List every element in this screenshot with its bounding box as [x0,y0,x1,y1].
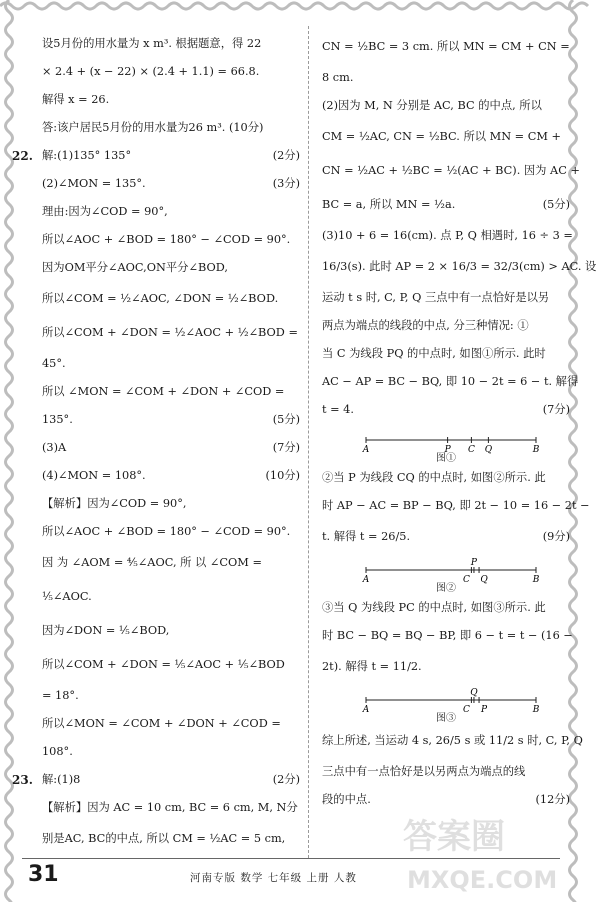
text-line [42,434,300,462]
line-text: 所以∠COM = ½∠AOC, ∠DON = ½∠BOD. [42,292,279,305]
text-line [322,30,570,64]
point-label: B [532,575,540,585]
line-text: (2)∠MON = 135°. [42,177,146,190]
line-text: 【解析】因为 AC = 10 cm, BC = 6 cm, M, N分 [42,801,298,814]
text-line [42,710,300,738]
figure-2-caption: 图② [436,583,456,594]
figure-1 [322,424,570,464]
line-text: 所以∠COM + ∠DON = ⅕∠AOC + ⅕∠BOD [42,658,285,671]
text-line [42,350,300,378]
text-line [322,340,570,368]
text-line [322,464,570,492]
score-points: (7分) [272,441,300,454]
line-text: ③当 Q 为线段 PC 的中点时, 如图③所示. 此 [322,601,546,614]
text-line [42,462,300,490]
line-text: CN = ½AC + ½BC = ½(AC + BC). 因为 AC + [322,164,580,177]
figure-3-caption: 图③ [436,713,456,724]
line-text: × 2.4 + (x − 22) × (2.4 + 1.1) = 66.8. [42,65,260,78]
column-divider [308,26,309,858]
line-text: AC − AP = BC − BQ, 即 10 − 2t = 6 − t. 解得 [322,375,579,388]
line-text: 时 BC − BQ = BQ − BP, 即 6 − t = t − (16 − [322,629,573,642]
line-text: BC = a, 所以 MN = ½a. [322,198,456,211]
line-text: 108°. [42,745,73,758]
line-text: 所以∠AOC + ∠BOD = 180° − ∠COD = 90°. [42,233,291,246]
text-line [322,594,570,622]
point-label: A [362,445,370,455]
text-line [12,766,300,794]
text-line [322,64,570,92]
text-line [42,682,300,710]
point-label: A [362,705,370,715]
text-line [322,724,583,758]
text-line [42,546,300,580]
line-text: (2)因为 M, N 分别是 AC, BC 的中点, 所以 [322,99,542,112]
text-line [42,614,300,648]
text-line [322,222,573,250]
line-text: t = 4. [322,403,354,416]
text-line [42,226,300,254]
score-points: (2分) [272,773,300,786]
text-line [42,114,300,142]
point-label: C [462,705,470,715]
line-text: 解得 x = 26. [42,93,110,106]
text-line [42,406,300,434]
line-text: = 18°. [42,689,79,702]
question-number: 23. [12,773,33,787]
line-text: CM = ½AC, CN = ½BC. 所以 MN = CM + [322,130,561,143]
left-column [12,30,300,856]
point-label: B [532,445,540,455]
svg-text:MXQE.COM: MXQE.COM [407,866,558,894]
text-line [322,396,570,424]
text-line [322,622,573,650]
text-line [322,154,580,188]
text-line [42,822,300,856]
line-text: 别是AC, BC的中点, 所以 CM = ½AC = 5 cm, [42,832,286,845]
text-line [322,520,570,554]
text-line [42,648,300,682]
line-text: 45°. [42,357,66,370]
text-line [42,518,300,546]
line-text: 理由:因为∠COD = 90°, [42,205,168,218]
line-text: 所以 ∠MON = ∠COM + ∠DON + ∠COD = [42,385,285,398]
point-label: P [444,445,451,455]
line-text: t. 解得 t = 26/5. [322,530,411,543]
line-text: 段的中点. [322,793,371,806]
point-label: Q [480,575,488,585]
text-line [322,188,570,222]
point-label: P [470,558,477,568]
point-label: A [362,575,370,585]
line-text: 运动 t s 时, C, P, Q 三点中有一点恰好是以另 [322,291,550,304]
line-text: ⅕∠AOC. [42,590,92,603]
text-line [42,86,300,114]
figure-2-diagram [322,554,570,585]
point-label: B [532,705,540,715]
line-text: 设5月份的用水量为 x m³. 根据题意，得 22 [42,37,262,50]
line-text: 8 cm. [322,71,354,84]
point-label: C [462,575,470,585]
line-text: 时 AP − AC = BP − BQ, 即 2t − 10 = 16 − 2t − [322,499,590,512]
line-text: (3)A [42,441,67,454]
line-text: 两点为端点的线段的中点, 分三种情况: ① [322,319,529,332]
line-text: 16/3(s). 此时 AP = 2 × 16/3 = 32/3(cm) > AC. 设 [322,260,596,273]
text-line [42,198,300,226]
top-wavy-border [0,0,582,14]
svg-text:答案圈: 答案圈 [403,817,505,857]
text-line [322,92,570,120]
text-line [42,58,300,86]
text-line [42,170,300,198]
line-text: 【解析】因为∠COD = 90°, [42,497,187,510]
text-line [322,250,596,284]
score-points: (7分) [542,403,570,416]
text-line [42,254,300,282]
page-footer [0,858,582,902]
point-label: Q [484,445,493,455]
text-line [322,368,579,396]
score-points: (5分) [542,198,570,211]
score-points: (12分) [535,793,570,806]
line-text: (3)10 + 6 = 16(cm). 点 P, Q 相遇时, 16 ÷ 3 = [322,229,573,242]
point-label: P [481,705,488,715]
figure-1-diagram [322,424,570,455]
score-points: (5分) [272,413,300,426]
line-text: 解:(1)8 [42,773,81,786]
line-text: 当 C 为线段 PQ 的中点时, 如图①所示. 此时 [322,347,546,360]
line-text: ②当 P 为线段 CQ 的中点时, 如图②所示. 此 [322,471,546,484]
figure-2 [322,554,570,594]
text-line [322,492,590,520]
text-line [322,312,570,340]
text-line [42,794,300,822]
score-points: (9分) [542,530,570,543]
text-line [42,30,300,58]
text-line [42,580,300,614]
text-line [322,650,570,684]
footer-label: 河南专版 数学 七年级 上册 人教 [190,872,357,884]
text-line [42,378,300,406]
text-line [12,142,300,170]
text-line [42,282,300,316]
page-number: 31 [28,862,59,887]
score-points: (10分) [265,469,300,482]
line-text: CN = ½BC = 3 cm. 所以 MN = CM + CN = [322,40,570,53]
line-text: 因 为 ∠AOM = ⅘∠AOC, 所 以 ∠COM = [42,556,262,569]
text-line [42,738,300,766]
line-text: (4)∠MON = 108°. [42,469,146,482]
figure-3 [322,684,570,724]
footer-rule [22,858,560,859]
line-text: 综上所述, 当运动 4 s, 26/5 s 或 11/2 s 时, C, P, Q [322,734,583,747]
point-label: Q [470,688,478,698]
score-points: (2分) [272,149,300,162]
line-text: 所以∠MON = ∠COM + ∠DON + ∠COD = [42,717,281,730]
line-text: 因为∠DON = ⅕∠BOD, [42,624,170,637]
right-column [322,30,596,814]
line-text: 所以∠COM + ∠DON = ½∠AOC + ½∠BOD = [42,326,298,339]
score-points: (3分) [272,177,300,190]
line-text: 所以∠AOC + ∠BOD = 180° − ∠COD = 90°. [42,525,291,538]
line-text: 答:该户居民5月份的用水量为26 m³. (10分) [42,121,264,134]
line-text: 解:(1)135° 135° [42,149,132,162]
text-line [42,490,300,518]
line-text: 135°. [42,413,73,426]
point-label: C [467,445,475,455]
text-line [322,284,570,312]
figure-3-diagram [322,684,570,715]
text-line [322,120,570,154]
line-text: 2t). 解得 t = 11/2. [322,660,422,673]
text-line [322,758,570,786]
text-line [42,316,300,350]
line-text: 因为OM平分∠AOC,ON平分∠BOD, [42,261,228,274]
line-text: 三点中有一点恰好是以另两点为端点的线 [322,765,526,778]
figure-1-caption: 图① [436,453,456,464]
question-number: 22. [12,149,33,163]
